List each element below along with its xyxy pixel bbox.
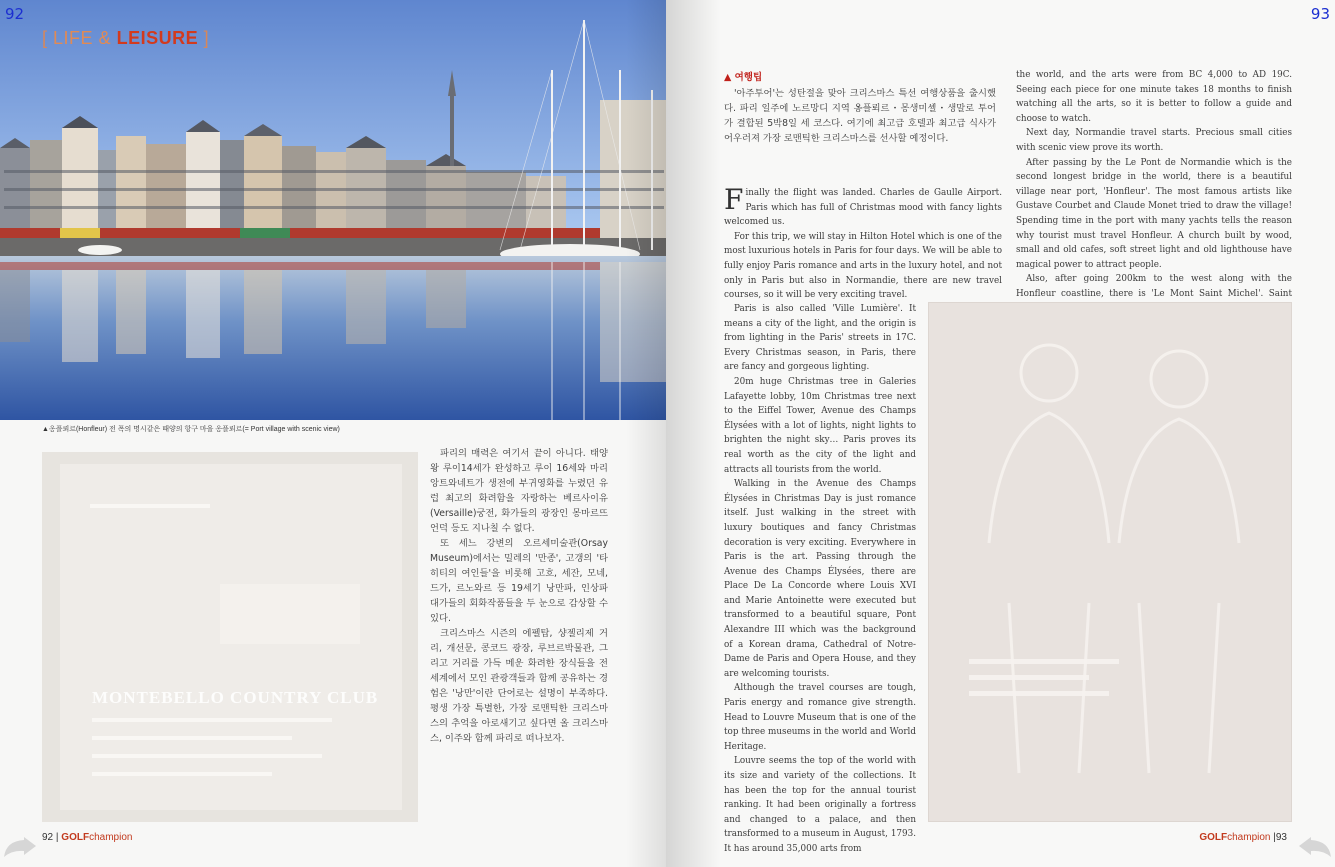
footer-brand-golf: GOLF [61,832,90,843]
article-paragraph: Next day, Normandie travel starts. Precious small cities with scenic view prove its worth. [1016,128,1292,153]
travel-tip-body: '아주투어'는 성탄절을 맞아 크리스마스 특선 여행상품을 출시했다. 파리 일주에 노르망디 지역 옹플뢰르・몽생미셸・생말로 투어가 결합된 5박8일 세 코스다. 여기에 최고급 호텔과 최고급 식사가 어우러져 가장 로맨틱한 크리스마스를 선사할 예정이다. [724,88,996,144]
article-paragraph: Walking in the Avenue des Champs Élysées in Christmas Day is just romance itself. Just walking in the street with luxury boutiques and fancy Christmas decoration is very exciting. Everywhere in Paris is the art. Passing through the Avenue des Champs Élysées, there are Place De La Concorde where Louis XVI and Marie Antoinette were executed but transformed to a beautiful square, Pont Alexandre III which was the background of a Korean drama, Cathedral of Notre-Dame de Paris and Opera House, and they are welcoming tourists. [724,479,916,679]
article-paragraph: Also, after going 200km to the west along with the Honfleur coastline, there is 'Le Mont Saint Michel'. Saint [1016,274,1292,299]
ad-faded-image [220,584,360,644]
section-tag [42,28,209,49]
article-first-paragraph [724,183,1002,230]
article-paragraph: For this trip, we will stay in Hilton Hotel which is one of the most luxurious hotels in Paris for four days. We will be able to fully enjoy Paris romance and arts in the luxury hotel, and not only in Paris but also in Normandie, there are new travel courses, so it will be very exciting travel. [724,231,1002,301]
ad-faded-line [90,504,210,508]
article-paragraph: 20m huge Christmas tree in Galeries Lafayette lobby, 10m Christmas tree next to the Eiffel Tower, Avenue des Champs Élysées with a lot of lights, night lights to brighten the night sky… Paris proves its real worth as the city of the light and attracts all tourists from the world. [724,376,916,475]
footer-separator: | [1273,832,1276,843]
article-paragraph: Although the travel courses are tough, Paris energy and romance give strength. Head to Louvre Museum that is one of the top three museums in the world and World Heritage. [724,683,916,752]
section-tag-close-bracket: ] [203,28,210,48]
section-tag-open-bracket: [ [42,28,48,48]
page-curl-back-icon[interactable] [2,837,38,859]
faded-advertisement [928,302,1292,822]
section-tag-ampersand: & [98,28,112,48]
korean-paragraph: 파리의 매력은 여기서 끝이 아니다. 태양왕 루이14세가 완성하고 루이 16세와 마리 앙트와네트가 생전에 부귀영화를 누렸던 유럽 최고의 화려함을 자랑하는 베르사이유(Versaille)궁전, 화가들의 광장인 몽마르뜨 언덕 등도 지나칠 수 없다. [430,448,608,534]
ad-faded-line [92,718,332,722]
footer-brand-golf: GOLF [1199,832,1228,843]
ad-faded-line [92,736,292,740]
ad-faded-line [92,772,272,776]
right-page-footer [1199,832,1287,843]
korean-paragraph: 또 세느 강변의 오르세미술관(Orsay Museum)에서는 밀레의 '만종', 고갱의 '타히티의 여인들'을 비롯해 고흐, 세잔, 모네, 드가, 르노와르 등 19세기 낭만파, 인상파 대가들의 회화작품들을 두 눈으로 감상할 수 있다. [430,538,608,624]
honfleur-harbor-photo [0,0,666,420]
travel-tip-heading: ▲ 여행팁 [724,72,763,83]
page-gutter-shadow [666,0,721,867]
faded-advertisement [42,452,418,822]
advertisement-panel [60,464,402,810]
right-page [666,0,1335,867]
section-tag-life: LIFE [53,28,94,48]
faded-ad-figures [929,303,1292,822]
viewer-left-page-number: 92 [5,5,25,23]
footer-brand-champion: champion [89,832,133,843]
travel-tip-box [724,70,996,146]
article-paragraph: After passing by the Le Pont de Normandie which is the second longest bridge in the world, there is a beautiful village near port, 'Honfleur'. The most famous artists like Gustave Courbet and Claude Monet tried to draw the village! Spending time in the port with many yachts tells the reason why tourist must travel Honfleur. A church built by wood, small and old cafes, soft street light and old lighthouse have magical power to attract people. [1016,157,1292,270]
article-first-paragraph-text: inally the flight was landed. Charles de Gaulle Airport. Paris which has full of Christmas mood with fancy lights welcomed us. [724,188,1002,228]
article-intro [724,183,1002,303]
footer-page-number: 93 [1275,832,1287,843]
footer-brand-champion: champion [1227,832,1271,843]
drop-cap: F [724,183,744,216]
left-page [0,0,666,867]
article-column-left [724,302,916,857]
ad-faded-line [92,754,322,758]
article-paragraph: Louvre seems the top of the world with its size and variety of the collections. It has been the top for the annual tourist ranking. It had been originally a fortress and changed to a palace, and then transformed to a museum in August, 1793. It has around 35,000 arts from [724,756,916,854]
article-column-right [1016,68,1292,331]
article-paragraph: the world, and the arts were from BC 4,000 to AD 19C. Seeing each piece for one minute takes 18 months to finish watching all the arts, so it is better to follow a guide and choose to watch. [1016,70,1292,124]
section-tag-leisure: LEISURE [116,28,199,48]
korean-paragraph: 크리스마스 시즌의 에펠탑, 샹젤리제 거리, 개선문, 콩코드 광장, 루브르박물관, 그리고 거리를 가득 메운 화려한 장식들을 전세계에서 모인 관광객들과 함께 공유하는 경험은 '낭만'이란 단어로는 설명이 부족하다. 평생 가장 특별한, 가장 로맨틱한 크리스마스의 추억을 아로새기고 싶다면 올 크리스마스, 이주와 함께 파리로 떠나보자. [430,628,608,744]
left-page-footer [42,832,132,843]
ad-ghost-title: MONTEBELLO COUNTRY CLUB [92,688,379,707]
footer-separator: | [55,832,59,843]
footer-page-number: 92 [42,832,54,843]
article-paragraph: Paris is also called 'Ville Lumière'. It means a city of the light, and the origin is from lighting in the Paris' streets in 17C. Every Christmas season, in Paris, there are fancy and gorgeous lighting. [724,304,916,373]
viewer-right-page-number: 93 [1310,5,1330,23]
korean-article-column [430,446,608,746]
photo-caption: ▲옹플뢰르(Honfleur) 전 폭의 명시같은 때양의 항구 마을 옹플뢰르(= Port village with scenic view) [42,426,340,433]
page-curl-forward-icon[interactable] [1297,837,1333,859]
